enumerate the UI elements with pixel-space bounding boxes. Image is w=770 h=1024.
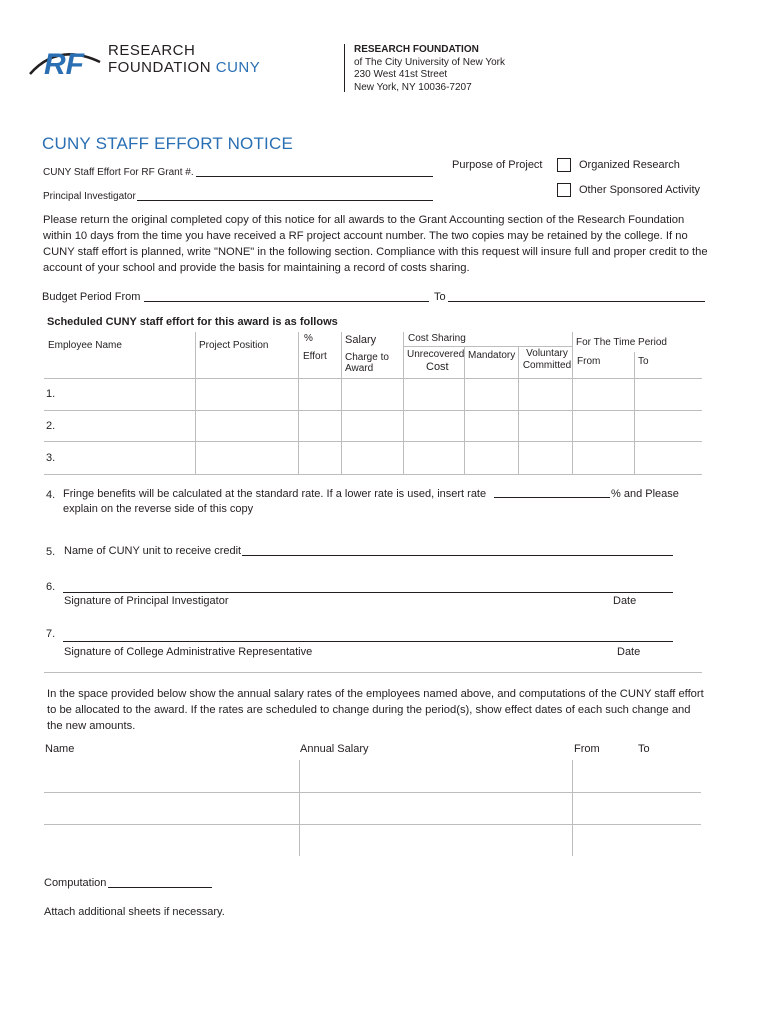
- item7-date-label: Date: [617, 646, 641, 658]
- table-col-rule: [403, 332, 404, 474]
- salary-col-name: Name: [45, 743, 75, 755]
- logo-line2: FOUNDATION: [108, 59, 212, 76]
- item7-number: 7.: [46, 628, 56, 640]
- organized-research-checkbox[interactable]: [557, 158, 571, 172]
- salary-col-rule: [299, 760, 300, 856]
- col-salary: Salary: [345, 334, 377, 346]
- address-divider: [344, 44, 345, 92]
- table-col-rule: [341, 332, 342, 474]
- table-col-rule: [634, 352, 635, 474]
- salary-col-rule: [572, 760, 573, 856]
- computation-field[interactable]: [108, 887, 212, 888]
- col-cost: Cost: [426, 361, 449, 373]
- salary-col-annual: Annual Salary: [300, 743, 369, 755]
- item4-text: Fringe benefits will be calculated at the standard rate. If a lower rate is used, insert rate: [63, 488, 487, 500]
- col-charge-to-award: Charge to Award: [345, 352, 389, 374]
- table-title: Scheduled CUNY staff effort for this award is as follows: [47, 316, 338, 328]
- col-employee-name: Employee Name: [48, 340, 122, 351]
- salary-row-rule: [44, 824, 701, 825]
- address-line2: 230 West 41st Street: [354, 69, 448, 80]
- table-row-number: 2.: [46, 420, 56, 432]
- table-row-rule: [44, 474, 702, 475]
- col-unrecovered: Unrecovered: [407, 349, 465, 360]
- salary-col-to: To: [638, 743, 650, 755]
- col-from: From: [577, 356, 601, 367]
- address-block: [354, 44, 505, 94]
- section-divider: [44, 672, 702, 673]
- item6-date-label: Date: [613, 595, 637, 607]
- col-project-position: Project Position: [199, 340, 269, 351]
- rf-logo-icon: [28, 40, 106, 80]
- cost-sharing-rule: [403, 346, 572, 347]
- item6-label: Signature of Principal Investigator: [64, 595, 229, 607]
- col-mandatory: Mandatory: [468, 350, 516, 361]
- other-sponsored-checkbox[interactable]: [557, 183, 571, 197]
- item7-label: Signature of College Administrative Representative: [64, 646, 313, 658]
- table-row-rule: [44, 441, 702, 442]
- address-line3: New York, NY 10036-7207: [354, 81, 472, 93]
- table-col-rule: [195, 332, 196, 474]
- item5-number: 5.: [46, 546, 56, 558]
- cuny-unit-field[interactable]: [242, 555, 673, 556]
- form-title: CUNY STAFF EFFORT NOTICE: [42, 134, 294, 153]
- col-voluntary-committed: Voluntary Committed: [522, 348, 572, 371]
- table-row-rule: [44, 410, 702, 411]
- purpose-label: Purpose of Project: [452, 159, 543, 171]
- table-col-rule: [518, 346, 519, 474]
- budget-from-label: Budget Period From: [42, 291, 141, 303]
- budget-to-field[interactable]: [448, 301, 705, 302]
- col-effort-pct: %: [304, 333, 313, 344]
- computation-label: Computation: [44, 877, 107, 889]
- item4-text-c: explain on the reverse side of this copy: [63, 503, 254, 515]
- pi-signature-field[interactable]: [63, 592, 673, 593]
- budget-to-label: To: [434, 291, 446, 303]
- item6-number: 6.: [46, 581, 56, 593]
- pi-field[interactable]: [137, 200, 433, 201]
- salary-instructions: In the space provided below show the annual salary rates of the employees named above, and computations of the CUNY staff effort to be allocated to the award. If the rates are scheduled to change during the period(s), show effect dates of each such change and the new amounts.: [47, 688, 704, 732]
- table-row-number: 1.: [46, 388, 56, 400]
- svg-text:RF: RF: [44, 48, 84, 80]
- table-row-number: 3.: [46, 452, 56, 464]
- pi-label: Principal Investigator: [43, 191, 136, 202]
- item5-text: Name of CUNY unit to receive credit: [64, 545, 242, 557]
- salary-col-from: From: [574, 743, 600, 755]
- address-line1: of The City University of New York: [354, 56, 505, 68]
- col-effort: Effort: [303, 351, 327, 362]
- organized-research-label: Organized Research: [579, 159, 680, 171]
- fringe-rate-field[interactable]: [494, 497, 610, 498]
- other-sponsored-label: Other Sponsored Activity: [579, 184, 701, 196]
- item4-number: 4.: [46, 489, 56, 501]
- col-to: To: [638, 356, 649, 367]
- address-org: RESEARCH FOUNDATION: [354, 44, 479, 55]
- col-cost-sharing: Cost Sharing: [408, 333, 466, 344]
- attach-note: Attach additional sheets if necessary.: [44, 906, 225, 918]
- col-time-period: For The Time Period: [576, 337, 667, 348]
- logo-line1: RESEARCH: [108, 42, 196, 59]
- budget-from-field[interactable]: [144, 301, 429, 302]
- table-col-rule: [464, 346, 465, 474]
- salary-row-rule: [44, 792, 701, 793]
- grant-label: CUNY Staff Effort For RF Grant #.: [43, 167, 194, 178]
- table-col-rule: [298, 332, 299, 474]
- table-header-rule: [44, 378, 702, 379]
- instructions-paragraph: Please return the original completed copy of this notice for all awards to the Grant Accounting section of the Research Foundation within 10 days from the time you have received a RF project account number. The two copies may be retained by the college. If no CUNY staff effort is planned, write "NONE" in the following section. Compliance with this request will insure full and proper credit to the account of your school and provide the basis for maintaining a record of costs sharing.: [43, 214, 708, 274]
- table-col-rule: [572, 332, 573, 474]
- admin-signature-field[interactable]: [63, 641, 673, 642]
- logo-cuny: CUNY: [215, 59, 261, 76]
- grant-number-field[interactable]: [196, 176, 433, 177]
- logo: [28, 40, 288, 84]
- item4-text-b: % and Please: [611, 488, 679, 500]
